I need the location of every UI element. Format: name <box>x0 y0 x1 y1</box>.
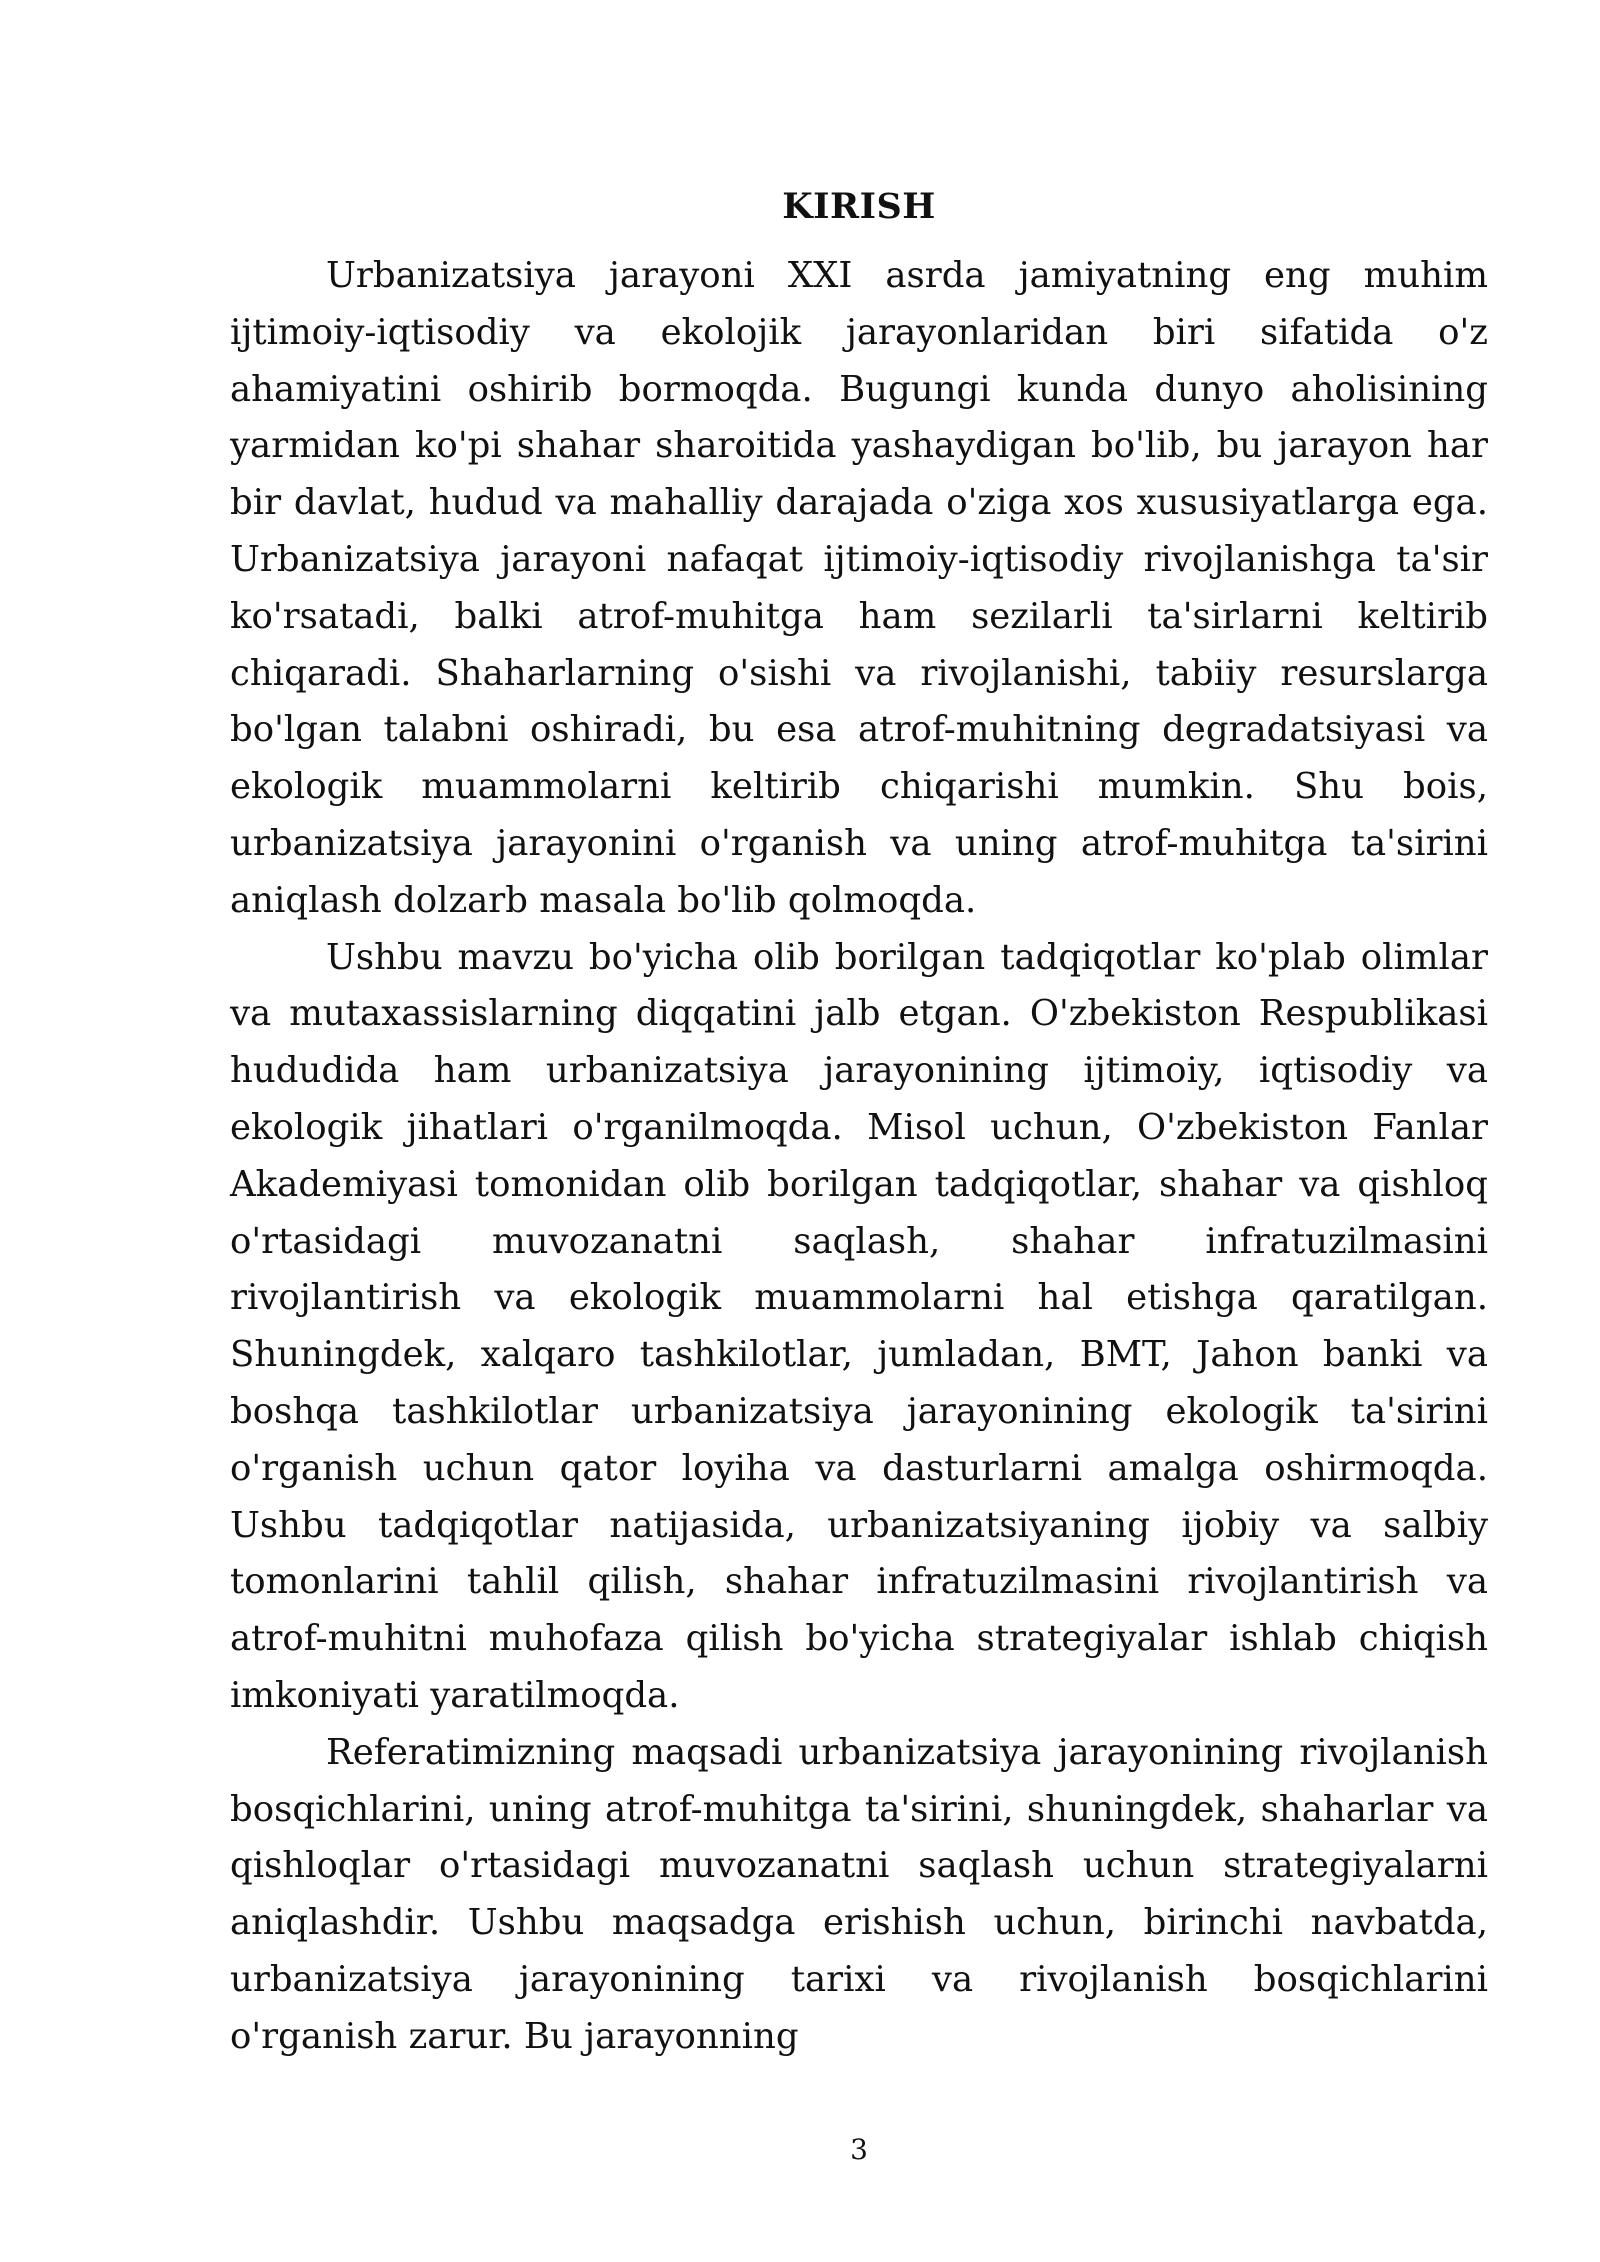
page-number: 3 <box>850 2133 868 2166</box>
body-text <box>230 248 1488 2066</box>
paragraph-1: Urbanizatsiya jarayoni XXI asrda jamiyatning eng muhim ijtimoiy-iqtisodiy va ekolojik jarayonlaridan biri sifatida o'z ahamiyatini oshirib bormoqda. Bugungi kunda dunyo aholisining yarmidan ko'pi shahar sharoitida yashaydigan bo'lib, bu jarayon har bir davlat, hudud va mahalliy darajada o'ziga xos xususiyatlarga ega. Urbanizatsiya jarayoni nafaqat ijtimoiy-iqtisodiy rivojlanishga ta'sir ko'rsatadi, balki atrof-muhitga ham sezilarli ta'sirlarni keltirib chiqaradi. Shaharlarning o'sishi va rivojlanishi, tabiiy resurslarga bo'lgan talabni oshiradi, bu esa atrof-muhitning degradatsiyasi va ekologik muammolarni keltirib chiqarishi mumkin. Shu bois, urbanizatsiya jarayonini o'rganish va uning atrof-muhitga ta'sirini aniqlash dolzarb masala bo'lib qolmoqda. <box>230 255 1488 921</box>
paragraph-3: Referatimizning maqsadi urbanizatsiya jarayonining rivojlanish bosqichlarini, uning atrof-muhitga ta'sirini, shuningdek, shaharlar va qishloqlar o'rtasidagi muvozanatni saqlash uchun strategiyalarni aniqlashdir. Ushbu maqsadga erishish uchun, birinchi navbatda, urbanizatsiya jarayonining tarixi va rivojlanish bosqichlarini o'rganish zarur. Bu jarayonning <box>230 1731 1488 2057</box>
section-title: KIRISH <box>782 186 936 228</box>
paragraph-2: Ushbu mavzu bo'yicha olib borilgan tadqiqotlar ko'plab olimlar va mutaxassislarning diqqatini jalb etgan. O'zbekiston Respublikasi hududida ham urbanizatsiya jarayonining ijtimoiy, iqtisodiy va ekologik jihatlari o'rganilmoqda. Misol uchun, O'zbekiston Fanlar Akademiyasi tomonidan olib borilgan tadqiqotlar, shahar va qishloq o'rtasidagi muvozanatni saqlash, shahar infratuzilmasini rivojlantirish va ekologik muammolarni hal etishga qaratilgan. Shuningdek, xalqaro tashkilotlar, jumladan, BMT, Jahon banki va boshqa tashkilotlar urbanizatsiya jarayonining ekologik ta'sirini o'rganish uchun qator loyiha va dasturlarni amalga oshirmoqda. Ushbu tadqiqotlar natijasida, urbanizatsiyaning ijobiy va salbiy tomonlarini tahlil qilish, shahar infratuzilmasini rivojlantirish va atrof-muhitni muhofaza qilish bo'yicha strategiyalar ishlab chiqish imkoniyati yaratilmoqda. <box>230 936 1488 1716</box>
